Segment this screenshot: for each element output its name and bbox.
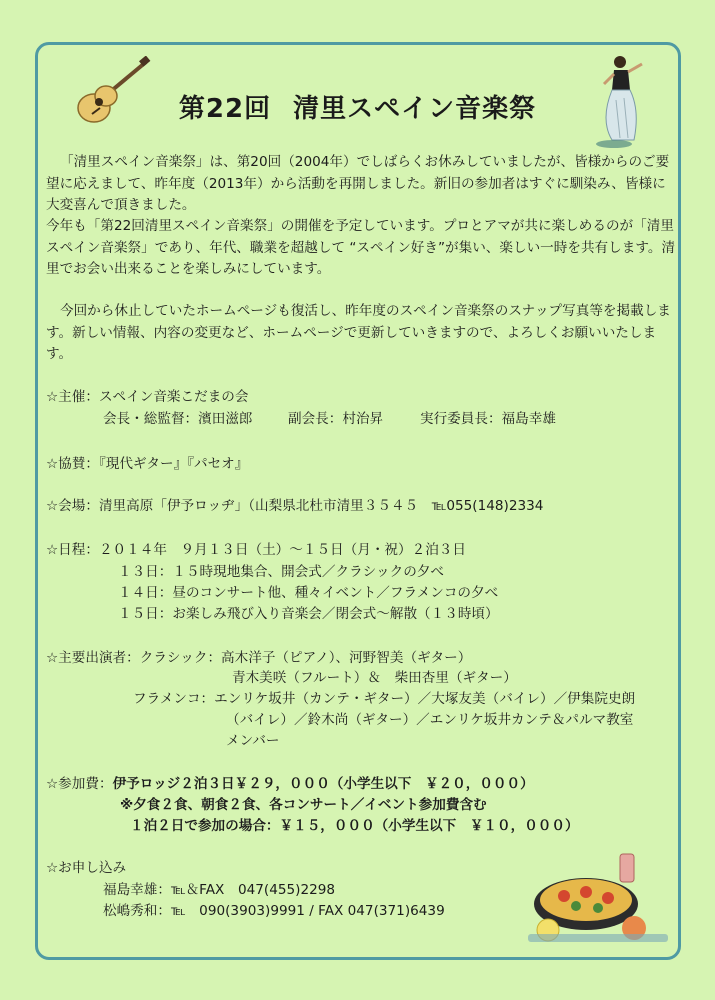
fee-line-3: １泊２日で参加の場合：￥１５，０００（小学生以下 ￥１０，０００） (130, 818, 579, 834)
intro-paragraph-3: 今回から休止していたホームページも復活し、昨年度のスペイン音楽祭のスナップ写真等を掲載します。新しい情報、内容の変更など、ホームページで更新していきますので、よろしくお願いいたします。 (46, 303, 671, 362)
sponsor-line: ☆協賛：『現代ギター』『パセオ』 (46, 456, 249, 472)
apply-contact-1: 福島幸雄：℡＆FAX 047(455)2298 (103, 882, 336, 898)
title-number: 第22回 (178, 94, 272, 124)
page-title (0, 88, 715, 125)
fee-line-1 (46, 774, 534, 794)
schedule-day-1: １３日：１５時現地集合、開会式／クラシックの夕べ (118, 564, 444, 580)
performers-flamenco-1: フラメンコ：エンリケ坂井（カンテ・ギター）／大塚友美（バイレ）／伊集院史朗 (133, 691, 636, 707)
organizer-exec: 実行委員長：福島幸雄 (420, 411, 556, 427)
fee-main: 伊予ロッジ２泊３日￥２９，０００（小学生以下 ￥２０，０００） (112, 776, 534, 792)
intro-paragraph-2: 今年も「第22回清里スペイン音楽祭」の開催を予定しています。プロとアマが共に楽しめるのが「清里スペイン音楽祭」であり、年代、職業を超越して “スペイン好き”が集い、楽しい一時を共有します。清里でお会い出来ることを楽しみにしています。 (46, 218, 676, 277)
schedule-day-2: １４日：昼のコンサート他、種々イベント／フラメンコの夕べ (118, 585, 499, 601)
performers-classic-1: ☆主要出演者：クラシック：高木洋子（ピアノ）、河野智美（ギター） (46, 650, 472, 666)
fee-line-2: ※夕食２食、朝食２食、各コンサート／イベント参加費含む (120, 797, 487, 813)
organizer-heading: ☆主催：スペイン音楽こだまの会 (46, 389, 249, 405)
performers-classic-2: 青木美咲（フルート）＆ 柴田杏里（ギター） (232, 670, 517, 686)
organizer-vice: 副会長：村治昇 (288, 411, 384, 427)
schedule-day-3: １５日：お楽しみ飛び入り音楽会／閉会式～解散（１３時頃） (118, 606, 499, 622)
paella-icon (524, 848, 674, 948)
performers-flamenco-3: メンバー (226, 733, 280, 749)
schedule-heading: ☆日程：２０１４年 ９月１３日（土）～１５日（月・祝）２泊３日 (46, 542, 466, 558)
apply-contact-2: 松嶋秀和：℡ 090(3903)9991 / FAX 047(371)6439 (103, 903, 445, 919)
fee-label: ☆参加費： (46, 776, 113, 792)
performers-flamenco-2: （バイレ）／鈴木尚（ギター）／エンリケ坂井カンテ＆パルマ教室 (226, 712, 634, 728)
venue-line: ☆会場：清里高原「伊予ロッヂ」（山梨県北杜市清里３５４５ ℡055(148)2334 (46, 498, 544, 514)
apply-heading: ☆お申し込み (46, 860, 127, 876)
intro-paragraph-1: 「清里スペイン音楽祭」は、第20回（2004年）でしばらくお休みしていましたが、皆様からのご要望に応えまして、昨年度（2013年）から活動を再開しました。新旧の参加者はすぐに馴染み、皆様に大変喜んで頂きました。 (46, 154, 670, 213)
title-name: 清里スペイン音楽祭 (293, 94, 537, 124)
organizer-chair: 会長・総監督：濱田滋郎 (103, 411, 253, 427)
